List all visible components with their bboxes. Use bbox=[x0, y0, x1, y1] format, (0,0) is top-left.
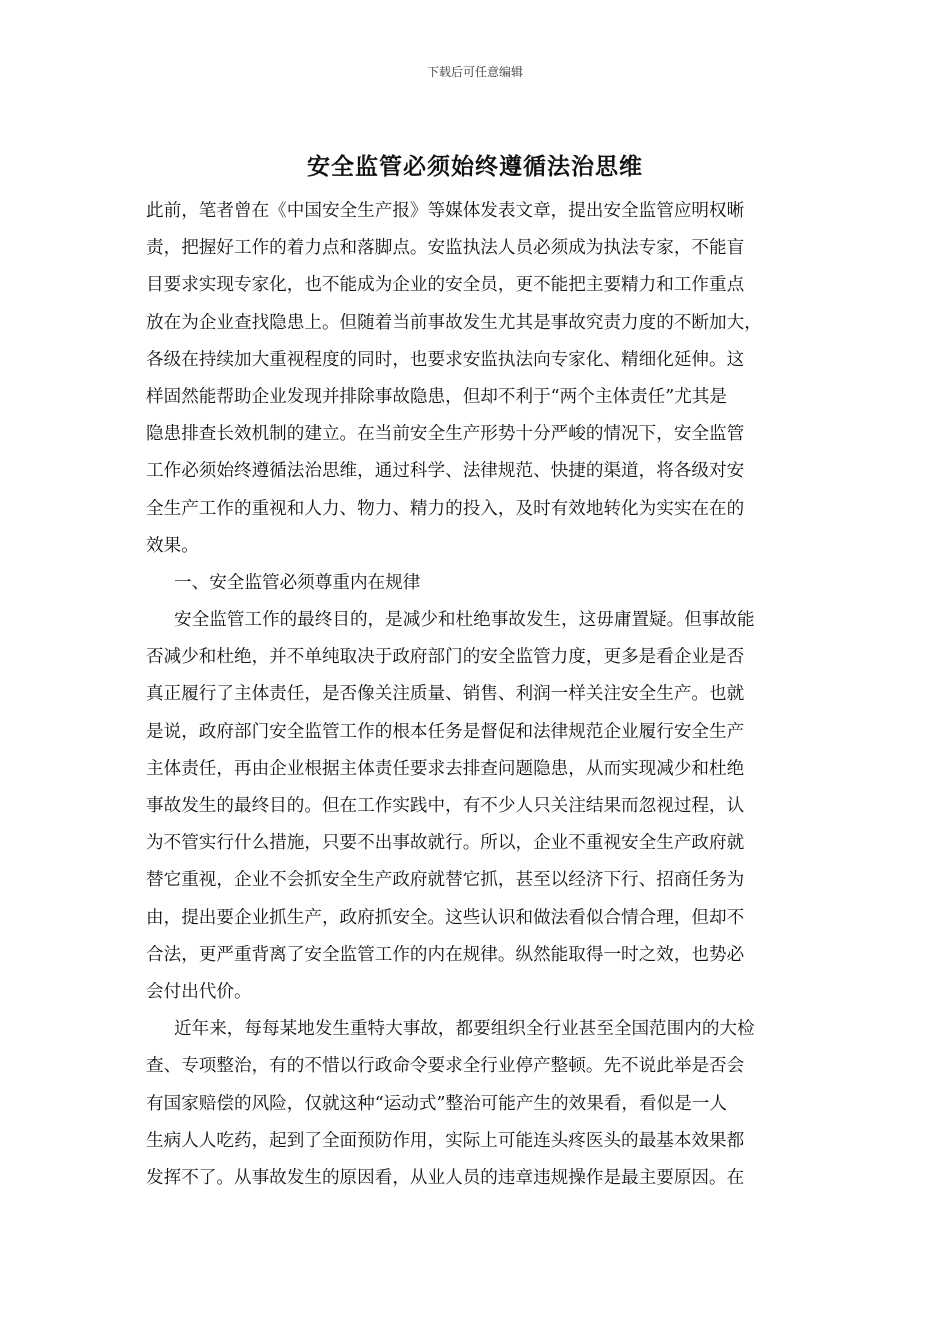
paragraph-line: 是说，政府部门安全监管工作的根本任务是督促和法律规范企业履行安全生产 bbox=[146, 721, 745, 742]
paragraph-line: 工作必须始终遵循法治思维，通过科学、法律规范、快捷的渠道，将各级对安 bbox=[146, 461, 745, 482]
paragraph-line: 主体责任，再由企业根据主体责任要求去排查问题隐患，从而实现减少和杜绝 bbox=[146, 758, 745, 779]
paragraph-line: 生病人人吃药，起到了全面预防作用，实际上可能连头疼医头的最基本效果都 bbox=[146, 1130, 745, 1151]
paragraph-line: 此前，笔者曾在《中国安全生产报》等媒体发表文章，提出安全监管应明权晰 bbox=[146, 201, 745, 221]
paragraph-line: 隐患排查长效机制的建立。在当前安全生产形势十分严峻的情况下，安全监管 bbox=[146, 424, 745, 445]
paragraph-line: 会付出代价。 bbox=[146, 981, 252, 1002]
paragraph-line: 由，提出要企业抓生产，政府抓安全。这些认识和做法看似合情合理，但却不 bbox=[146, 907, 745, 928]
paragraph-line: 放在为企业查找隐患上。但随着当前事故发生尤其是事故究责力度的不断加大， bbox=[146, 312, 762, 333]
paragraph-line: 为不管实行什么措施，只要不出事故就行。所以，企业不重视安全生产政府就 bbox=[146, 833, 745, 854]
paragraph-line: 发挥不了。从事故发生的原因看，从业人员的违章违规操作是最主要原因。在 bbox=[146, 1167, 745, 1188]
document-title: 安全监管必须始终遵循法治思维 bbox=[307, 153, 643, 180]
document-body bbox=[146, 193, 810, 1197]
section-heading: 一、安全监管必须尊重内在规律 bbox=[174, 572, 421, 593]
paragraph-line: 样固然能帮助企业发现并排除事故隐患，但却不利于“两个主体责任”尤其是 bbox=[146, 386, 727, 407]
paragraph-line: 责，把握好工作的着力点和落脚点。安监执法人员必须成为执法专家，不能盲 bbox=[146, 238, 745, 259]
paragraph-line: 各级在持续加大重视程度的同时，也要求安监执法向专家化、精细化延伸。这 bbox=[146, 349, 745, 370]
paragraph-line: 有国家赔偿的风险，仅就这种“运动式”整治可能产生的效果看，看似是一人 bbox=[146, 1093, 727, 1114]
paragraph-line: 替它重视，企业不会抓安全生产政府就替它抓，甚至以经济下行、招商任务为 bbox=[146, 870, 745, 891]
paragraph-line: 否减少和杜绝，并不单纯取决于政府部门的安全监管力度，更多是看企业是否 bbox=[146, 647, 745, 668]
paragraph-line: 全生产工作的重视和人力、物力、精力的投入，及时有效地转化为实实在在的 bbox=[146, 498, 745, 519]
paragraph-line: 近年来，每每某地发生重特大事故，都要组织全行业甚至全国范围内的大检 bbox=[174, 1019, 755, 1040]
page-header-note: 下载后可任意编辑 bbox=[426, 65, 523, 79]
paragraph-line: 事故发生的最终目的。但在工作实践中，有不少人只关注结果而忽视过程，认 bbox=[146, 796, 745, 816]
paragraph-line: 真正履行了主体责任，是否像关注质量、销售、利润一样关注安全生产。也就 bbox=[146, 684, 745, 705]
paragraph-line: 安全监管工作的最终目的，是减少和杜绝事故发生，这毋庸置疑。但事故能 bbox=[174, 610, 755, 631]
paragraph-line: 查、专项整治，有的不惜以行政命令要求全行业停产整顿。先不说此举是否会 bbox=[146, 1056, 745, 1077]
paragraph-line: 目要求实现专家化，也不能成为企业的安全员，更不能把主要精力和工作重点 bbox=[146, 275, 745, 296]
paragraph-line: 效果。 bbox=[146, 535, 199, 556]
paragraph-line: 合法，更严重背离了安全监管工作的内在规律。纵然能取得一时之效，也势必 bbox=[146, 944, 745, 965]
